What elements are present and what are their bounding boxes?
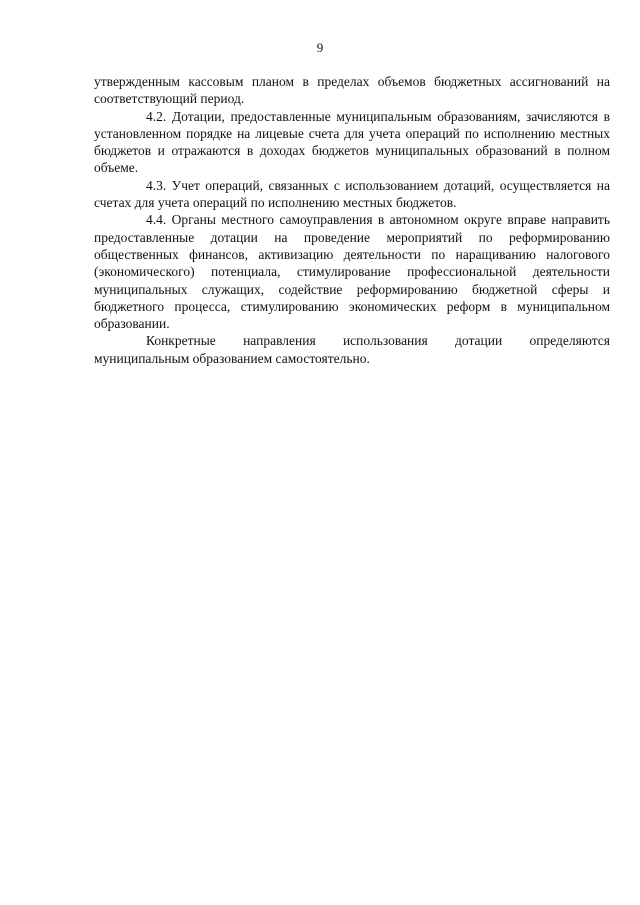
paragraph-4-3: 4.3. Учет операций, связанных с использованием дотаций, осуществляется на счетах для учета операций по исполнению местных бюджетов. xyxy=(94,177,610,211)
paragraph-continuation: утвержденным кассовым планом в пределах объемов бюджетных ассигнований на соответствующий период. xyxy=(94,74,610,107)
page-number: 9 xyxy=(316,40,324,55)
paragraph-directions: Конкретные направления использования дотации определяются муниципальным образованием самостоятельно. xyxy=(94,333,610,366)
document-body xyxy=(94,73,610,367)
paragraph-4-4: 4.4. Органы местного самоуправления в автономном округе вправе направить предоставленные дотации на проведение мероприятий по реформированию общественных финансов, активизацию деятельности по наращиванию налогового (экономического) потенциала, стимулирование профессиональной деятельности муниципальных служащих, содействие реформированию бюджетной сферы и бюджетного процесса, стимулированию экономических реформ в муниципальном образовании. xyxy=(94,212,610,332)
paragraph-4-2: 4.2. Дотации, предоставленные муниципальным образованиям, зачисляются в установленном порядке на лицевые счета для учета операций по исполнению местных бюджетов и отражаются в доходах бюджетов муниципальных образований в полном объеме. xyxy=(94,108,610,176)
